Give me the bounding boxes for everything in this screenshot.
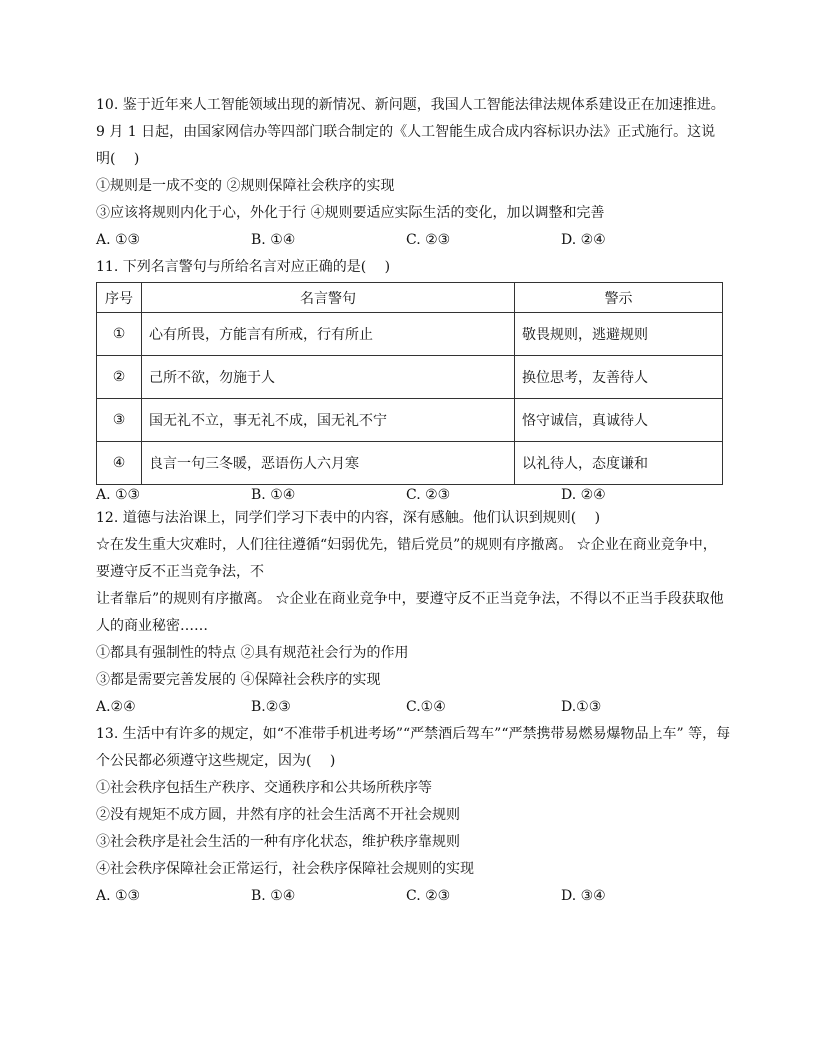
q10-stem-line-3: 明( ) [96, 151, 140, 167]
q12-statement-line-1: ①都具有强制性的特点 ②具有规范社会行为的作用 [96, 645, 409, 661]
q10-option-b[interactable]: B. ①④ [251, 232, 296, 248]
q10-statement-line-2: ③应该将规则内化于心，外化于行 ④规则要适应实际生活的变化，加以调整和完善 [96, 205, 605, 221]
table-cell-index: ① [97, 313, 142, 356]
table-header-row [97, 283, 723, 313]
q11-table [96, 282, 723, 485]
exam-page [96, 92, 731, 910]
q10-option-a[interactable]: A. ①③ [96, 232, 141, 248]
table-row [97, 442, 723, 485]
q13-stem-line-1: 13. 生活中有许多的规定，如“不准带手机进考场”“严禁酒后驾车”“严禁携带易燃易爆物品上车” 等，每 [96, 726, 731, 742]
table-header-warning: 警示 [515, 283, 723, 313]
table-header-quote: 名言警句 [142, 283, 515, 313]
q12-material-line-1: ☆在发生重大灾难时，人们往往遵循“妇弱优先，错后党员”的规则有序撤离。 ☆企业在商业竞争中， [96, 537, 717, 553]
q13-stem-line-2: 个公民都必须遵守这些规定，因为( ) [96, 753, 336, 769]
table-cell-index: ④ [97, 442, 142, 485]
q13-option-d[interactable]: D. ③④ [561, 888, 606, 904]
q10-stem-line-1: 10. 鉴于近年来人工智能领域出现的新情况、新问题，我国人工智能法律法规体系建设正在加速推进。 [96, 97, 725, 113]
table-row [97, 313, 723, 356]
table-cell-warning: 敬畏规则，逃避规则 [515, 313, 723, 356]
table-cell-quote: 良言一句三冬暖，恶语伤人六月寒 [142, 442, 515, 485]
q10-option-c[interactable]: C. ②③ [406, 232, 451, 248]
q11-options [96, 485, 724, 505]
q12-material-line-3: 让者靠后”的规则有序撤离。 ☆企业在商业竞争中，要遵守反不正当竞争法，不得以不正当手段获取他 [96, 591, 724, 607]
q11-option-d[interactable]: D. ②④ [561, 487, 606, 503]
table-cell-warning: 以礼待人，态度谦和 [515, 442, 723, 485]
q12-material-line-4: 人的商业秘密…… [96, 618, 208, 634]
question-13 [96, 721, 731, 910]
q11-option-b[interactable]: B. ①④ [251, 487, 296, 503]
q10-statement-line-1: ①规则是一成不变的 ②规则保障社会秩序的实现 [96, 178, 395, 194]
table-row [97, 399, 723, 442]
q13-statement-4: ④社会秩序保障社会正常运行，社会秩序保障社会规则的实现 [96, 861, 474, 877]
table-cell-quote: 己所不欲，勿施于人 [142, 356, 515, 399]
question-10 [96, 92, 724, 254]
q12-option-a[interactable]: A.②④ [96, 699, 136, 715]
q13-option-c[interactable]: C. ②③ [406, 888, 451, 904]
q12-option-c[interactable]: C.①④ [406, 699, 446, 715]
question-11 [96, 254, 724, 505]
q13-option-a[interactable]: A. ①③ [96, 888, 141, 904]
q13-options [96, 883, 724, 910]
q13-option-b[interactable]: B. ①④ [251, 888, 296, 904]
table-cell-index: ② [97, 356, 142, 399]
q11-option-c[interactable]: C. ②③ [406, 487, 451, 503]
q12-option-b[interactable]: B.②③ [251, 699, 291, 715]
q10-option-d[interactable]: D. ②④ [561, 232, 606, 248]
table-cell-quote: 心有所畏，方能言有所戒，行有所止 [142, 313, 515, 356]
q12-stem: 12. 道德与法治课上，同学们学习下表中的内容，深有感触。他们认识到规则( ) [96, 510, 601, 526]
q10-options [96, 227, 724, 254]
table-row [97, 356, 723, 399]
q12-option-d[interactable]: D.①③ [561, 699, 602, 715]
q12-material-line-2: 要遵守反不正当竞争法，不 [96, 564, 264, 580]
q11-stem: 11. 下列名言警句与所给名言对应正确的是( ) [96, 259, 391, 275]
q13-statement-2: ②没有规矩不成方圆，井然有序的社会生活离不开社会规则 [96, 807, 460, 823]
question-12 [96, 505, 724, 721]
q12-options [96, 694, 724, 721]
table-cell-warning: 恪守诚信，真诚待人 [515, 399, 723, 442]
table-cell-warning: 换位思考，友善待人 [515, 356, 723, 399]
q13-statement-1: ①社会秩序包括生产秩序、交通秩序和公共场所秩序等 [96, 780, 432, 796]
table-cell-quote: 国无礼不立，事无礼不成，国无礼不宁 [142, 399, 515, 442]
q12-statement-line-2: ③都是需要完善发展的 ④保障社会秩序的实现 [96, 672, 381, 688]
table-cell-index: ③ [97, 399, 142, 442]
table-header-index: 序号 [97, 283, 142, 313]
q11-option-a[interactable]: A. ①③ [96, 487, 141, 503]
q13-statement-3: ③社会秩序是社会生活的一种有序化状态，维护秩序靠规则 [96, 834, 460, 850]
q10-stem-line-2: 9 月 1 日起，由国家网信办等四部门联合制定的《人工智能生成合成内容标识办法》正式施行。这说 [96, 124, 716, 140]
